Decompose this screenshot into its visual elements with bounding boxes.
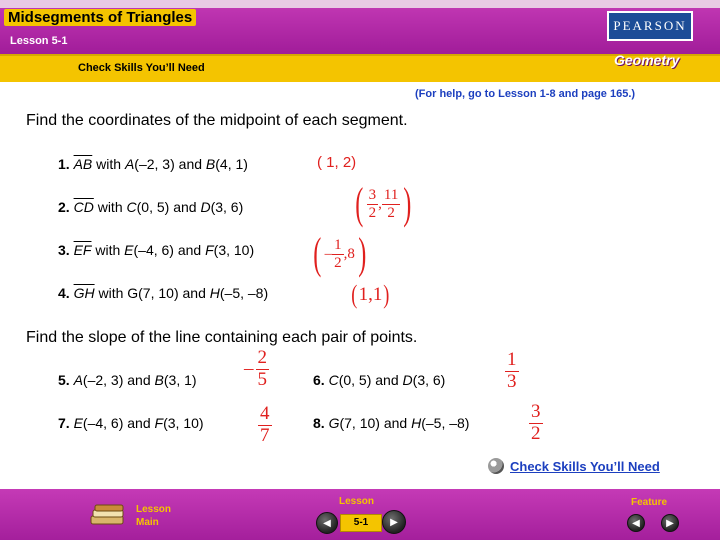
- feature-next-button[interactable]: [661, 514, 679, 532]
- lesson-prev-button[interactable]: [316, 512, 338, 534]
- answer-2: ( $\frac{3}{2}$ , $\frac{11}{2}$ ): [355, 179, 412, 228]
- answer-5: – $\frac{2}{5}$: [244, 347, 267, 390]
- problem-7: 7. E(–4, 6) and F(3, 10): [58, 415, 204, 431]
- lesson-title: Midsegments of Triangles: [4, 9, 196, 26]
- books-icon[interactable]: [90, 504, 126, 526]
- slope-heading: Find the slope of the line containing each pair of points.: [26, 329, 418, 346]
- prev-arrow-icon: ◀: [632, 517, 640, 529]
- answer-8: $\frac{3}{2}$: [531, 401, 541, 444]
- answer-4: ( 1,1 ): [351, 280, 390, 309]
- lesson-page-indicator: 5-1: [340, 514, 382, 532]
- next-arrow-icon: ▶: [390, 516, 398, 528]
- lesson-next-button[interactable]: [382, 510, 406, 534]
- problem-6: 6. C(0, 5) and D(3, 6): [313, 372, 446, 388]
- header-top-strip: [0, 0, 720, 8]
- problem-2: 2. $\overline{CD}$ with C(0, 5) and D(3, 6): [58, 199, 244, 215]
- problem-3: 3. $\overline{EF}$ with E(–4, 6) and F(3, 10): [58, 242, 255, 258]
- feature-prev-button[interactable]: [627, 514, 645, 532]
- subject-label: Geometry: [614, 52, 680, 68]
- next-arrow-icon: ▶: [666, 517, 674, 529]
- check-skills-link-label[interactable]: Check Skills You’ll Need: [510, 458, 660, 474]
- answer-3: ( – $\frac{1}{2}$ ,8 ): [313, 229, 367, 278]
- lesson-nav-label: Lesson: [339, 496, 375, 507]
- prev-arrow-icon: ◀: [323, 517, 331, 529]
- section-label: Check Skills You’ll Need: [78, 62, 205, 74]
- check-skills-link[interactable]: [488, 458, 660, 474]
- problem-1: 1. $\overline{AB}$ with A(–2, 3) and B(4, 1): [58, 156, 248, 172]
- problem-4: 4. $\overline{GH}$ with G(7, 10) and H(–5, –8): [58, 285, 269, 301]
- answer-6: $\frac{1}{3}$: [507, 349, 517, 392]
- help-reference: (For help, go to Lesson 1-8 and page 165.): [415, 88, 636, 100]
- answer-7: $\frac{4}{7}$: [260, 403, 270, 446]
- feature-nav-label: Feature: [631, 497, 668, 508]
- cd-icon: [488, 458, 504, 474]
- pearson-logo: PEARSON: [607, 11, 693, 41]
- lesson-main-link[interactable]: [136, 503, 171, 529]
- midpoint-heading: Find the coordinates of the midpoint of each segment.: [26, 112, 408, 129]
- lesson-number: Lesson 5-1: [10, 35, 68, 47]
- lesson-main-label-2[interactable]: Main: [136, 517, 159, 528]
- problem-8: 8. G(7, 10) and H(–5, –8): [313, 415, 470, 431]
- lesson-main-label-1[interactable]: Lesson: [136, 504, 172, 515]
- problem-5: 5. A(–2, 3) and B(3, 1): [58, 372, 197, 388]
- answer-1: ( 1, 2): [317, 154, 357, 171]
